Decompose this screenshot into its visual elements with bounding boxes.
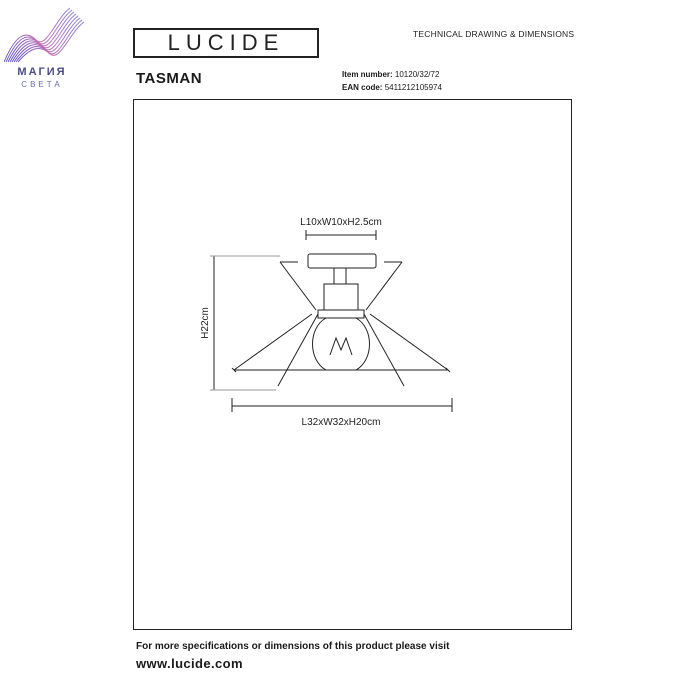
base-dimension-label: L10xW10xH2.5cm xyxy=(300,217,382,228)
lamp-stem xyxy=(334,268,346,284)
item-number xyxy=(342,70,439,79)
frame-wire xyxy=(280,262,316,310)
height-dimension-label: H22cm xyxy=(200,307,211,339)
shade-dimension-label: L32xW32xH20cm xyxy=(301,417,381,428)
frame-wire xyxy=(364,314,404,386)
footer-note: For more specifications or dimensions of this product please visit xyxy=(136,641,450,652)
frame-wire xyxy=(234,314,312,370)
ean-code-value: 5411212105974 xyxy=(384,83,442,92)
technical-drawing xyxy=(190,210,490,440)
frame-wire xyxy=(366,262,402,310)
frame-wire xyxy=(278,314,318,386)
ceiling-base xyxy=(308,254,376,268)
bulb-filament xyxy=(330,338,352,355)
ean-code xyxy=(342,83,442,92)
ean-code-label: EAN code: xyxy=(342,83,383,92)
lamp-socket xyxy=(324,284,358,310)
wave-logo-icon xyxy=(4,4,88,68)
watermark-text-secondary: СВЕТА xyxy=(21,80,63,89)
document-title: TECHNICAL DRAWING & DIMENSIONS xyxy=(413,29,575,39)
item-number-label: Item number: xyxy=(342,70,393,79)
product-name: TASMAN xyxy=(136,70,203,87)
socket-ring xyxy=(318,310,364,318)
brand-logo: LUCIDE xyxy=(167,30,285,55)
watermark-text-primary: МАГИЯ xyxy=(17,66,67,78)
item-number-value: 10120/32/72 xyxy=(394,70,440,79)
footer-link[interactable]: www.lucide.com xyxy=(136,656,243,671)
frame-wire xyxy=(370,314,448,370)
light-bulb xyxy=(313,318,370,370)
